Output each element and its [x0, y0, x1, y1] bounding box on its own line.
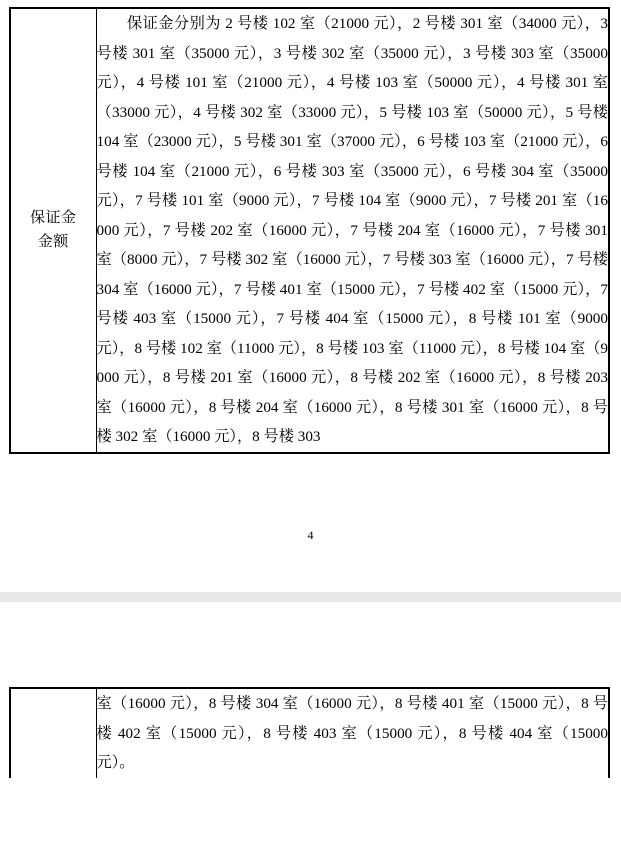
- table-row: [10, 8, 609, 453]
- row-label-cell: [10, 8, 96, 453]
- deposit-table: [9, 7, 610, 454]
- row-content-cell: [96, 8, 609, 453]
- deposit-table-continued: [9, 687, 610, 778]
- row-label-cell-continued: [10, 688, 96, 778]
- page-break-gap: [0, 592, 621, 687]
- deposit-paragraph-continued: 室（16000 元），8 号楼 304 室（16000 元），8 号楼 401 室（15000 元），8 号楼 402 室（15000 元），8 号楼 403 室（15000 元），8 号楼 404 室（15000 元）。: [96, 695, 608, 771]
- row-content-cell-continued: [96, 688, 609, 778]
- table-row: [10, 688, 609, 778]
- page-number: 4: [307, 528, 314, 542]
- deposit-paragraph: 保证金分别为 2 号楼 102 室（21000 元），2 号楼 301 室（34000 元），3 号楼 301 室（35000 元），3 号楼 302 室（35000 元），3 号楼 303 室（35000 元），4 号楼 101 室（21000 元），4 号楼 103 室（50000 元），4 号楼 301 室（33000 元），4 号楼 302 室（33000 元），5 号楼 103 室（50000 元），5 号楼 104 室（23000 元），5 号楼 301 室（37000 元），6 号楼 103 室（21000 元），6 号楼 104 室（21000 元），6 号楼 303 室（35000 元），6 号楼 304 室（35000 元），7 号楼 101 室（9000 元），7 号楼 104 室（9000 元），7 号楼 201 室（16000 元），7 号楼 202 室（16000 元），7 号楼 204 室（16000 元），7 号楼 301 室（8000 元），7 号楼 302 室（16000 元），7 号楼 303 室（16000 元），7 号楼 304 室（16000 元），7 号楼 401 室（15000 元），7 号楼 402 室（15000 元），7 号楼 403 室（15000 元），7 号楼 404 室（15000 元），8 号楼 101 室（9000 元），8 号楼 102 室（11000 元），8 号楼 103 室（11000 元），8 号楼 104 室（9000 元），8 号楼 201 室（16000 元），8 号楼 202 室（16000 元），8 号楼 203 室（16000 元），8 号楼 204 室（16000 元），8 号楼 301 室（16000 元），8 号楼 302 室（16000 元），8 号楼 303: [96, 15, 608, 445]
- page-break-band: [0, 592, 621, 602]
- row-label-line-1: 保证金: [29, 210, 77, 227]
- document-page-2: [0, 687, 621, 846]
- document-page-1: [0, 7, 621, 592]
- row-label-line-2: 金额: [37, 234, 69, 251]
